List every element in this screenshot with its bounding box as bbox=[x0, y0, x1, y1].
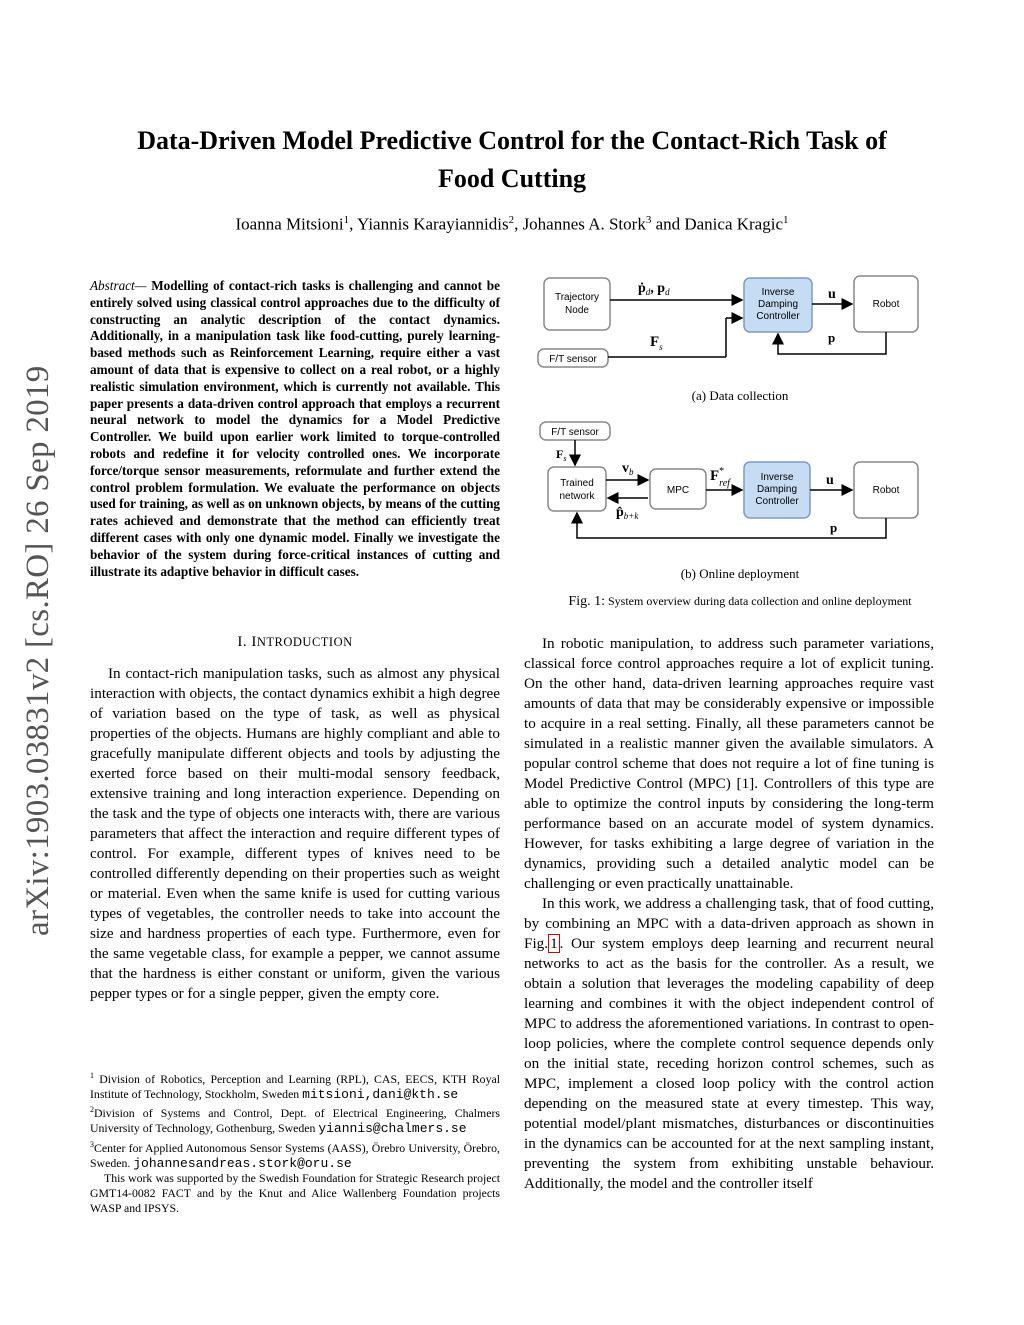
subcaption-tag: (b) bbox=[680, 566, 696, 581]
inverse-damping-label: Inverse bbox=[760, 472, 794, 483]
inverse-damping-label: Controller bbox=[755, 496, 799, 507]
fs-subscript: s bbox=[563, 454, 567, 463]
intro-left-column bbox=[90, 664, 500, 1004]
inverse-damping-label: Controller bbox=[756, 311, 800, 322]
abstract-label: Abstract bbox=[90, 278, 135, 293]
trajectory-node-box bbox=[544, 278, 610, 330]
trajectory-node-label: Node bbox=[565, 305, 589, 316]
phat-symbol bbox=[616, 505, 639, 521]
author-affiliation: 3 bbox=[645, 214, 652, 226]
figure-caption bbox=[530, 594, 950, 610]
footnotes bbox=[90, 1068, 500, 1217]
section-title-rest: NTRODUCTION bbox=[256, 635, 353, 649]
paragraph: In contact-rich manipulation tasks, such as almost any physical interaction with objects, the contact dynamics exhibit a high degree of variation based on the type of task, as well as physical properties of the objects. Humans are highly compliant and able to gracefully manipulate different objects and tools by adjusting the exerted force based on their multi-modal sensory feedback, extensive training and long interaction experience. Depending on the task and the type of objects one interacts with, there are various parameters that affect the interaction and require different types of control. For example, different types of knives need to be controlled differently depending on their properties such as weight or material. Even when the same knife is used for cutting various types of vegetables, the controller needs to take into account the size and hardness properties of each type. Furthermore, even for the same vegetable class, for example a pepper, we cannot assume that the hardness is either constant or uniform, given the various pepper types or for a single pepper, given the empty core. bbox=[90, 665, 500, 1002]
section-first-letter: I bbox=[251, 634, 257, 650]
paragraph-text: In this work, we address a challenging task, that of food cutting, by combining an MPC with a data-driven approach as shown in Fig. bbox=[524, 895, 934, 952]
p-symbol: p bbox=[830, 520, 838, 535]
vb-symbol bbox=[622, 461, 634, 477]
fref-superscript: * bbox=[719, 466, 725, 477]
robot-label: Robot bbox=[872, 485, 900, 496]
abstract-text: Modelling of contact-rich tasks is challenging and cannot be entirely solved using classical control approaches due to the difficulty of constructing an analytic description of the contact dynamics. Additionally, in a manipulation task like food-cutting, purely learning-based methods such as Reinforcement Learning, require either a vast amount of data that is expensive to collect on a real robot, or a highly realistic simulation environment, which is currently not available. This paper presents a data-driven control approach that employs a recurrent neural network to model the dynamics for a Model Predictive Controller. We build upon earlier work limited to torque-controlled robots and redefine it for velocity controlled ones. We incorporate force/torque sensor measurements, reformulate and further extend the control problem formulation. We evaluate the performance on objects used for training, as well as on unknown objects, by means of the cutting rates achieved and demonstrate that the method can efficiently treat different cases with only one dynamic model. Finally we investigate the behavior of the system during force-critical instances of cutting and illustrate its adaptive behavior in difficult cases. bbox=[90, 278, 500, 579]
fref-label: F bbox=[710, 468, 720, 484]
footnote-2 bbox=[90, 1102, 500, 1136]
trained-network-box bbox=[548, 467, 606, 511]
pd-label: ṗ bbox=[638, 281, 646, 296]
phat-subscript: b+k bbox=[623, 511, 639, 521]
fs-label: F bbox=[556, 447, 564, 461]
author-affiliation: 2 bbox=[508, 214, 515, 226]
mpc-label: MPC bbox=[666, 485, 690, 496]
fs-label: F bbox=[650, 334, 660, 350]
title-line-2: Food Cutting bbox=[437, 164, 587, 193]
inverse-damping-label: Damping bbox=[756, 484, 798, 495]
figure-1 bbox=[530, 262, 950, 622]
section-heading bbox=[90, 634, 500, 651]
author-name: Johannes A. Stork bbox=[522, 214, 646, 234]
footnote-mark: 1 bbox=[90, 1071, 94, 1080]
pd-subscript: d bbox=[645, 287, 651, 297]
intro-right-column bbox=[524, 634, 934, 1194]
system-overview-diagram bbox=[530, 262, 950, 594]
footnote-email: yiannis@chalmers.se bbox=[318, 1121, 467, 1137]
author-separator: and bbox=[651, 214, 685, 234]
paragraph: In robotic manipulation, to address such parameter variations, classical force control approaches require a lot of explicit tuning. On the other hand, data-driven learning approaches require vast amounts of data that may be considerably expensive or impossible to acquire in a real setting. Finally, all these parameters cannot be simulated in a realistic manner given the available simulators. A popular control scheme that does not require a lot of fine tuning is Model Predictive Control (MPC) [1]. Controllers of this type are able to optimize the control inputs by considering the long-term performance based on an accurate model of system dynamics. However, for tasks exhibiting a large degree of variation in the dynamics, providing such a detailed analytic model can be challenging or even practically unattainable. bbox=[524, 635, 934, 892]
pd-separator: , p bbox=[650, 281, 666, 296]
author-affiliation: 1 bbox=[343, 214, 350, 226]
fref-subscript: ref bbox=[719, 478, 730, 489]
title-line-1: Data-Driven Model Predictive Control for the Contact-Rich Task of bbox=[137, 126, 887, 155]
trained-network-label: network bbox=[559, 491, 595, 502]
author-name: Yiannis Karayiannidis bbox=[357, 214, 509, 234]
section-numeral: I. bbox=[237, 634, 252, 650]
subcaption-text: Data collection bbox=[706, 388, 789, 403]
arxiv-stamp: arXiv:1903.03831v2 [cs.RO] 26 Sep 2019 bbox=[20, 365, 56, 936]
footnote-1 bbox=[90, 1068, 500, 1102]
abstract bbox=[90, 278, 500, 580]
subcaption-a bbox=[530, 388, 950, 404]
paragraph bbox=[524, 894, 934, 1194]
vb-label: v bbox=[622, 461, 629, 476]
author-name: Danica Kragic bbox=[684, 214, 783, 234]
phat-label: p̂ bbox=[616, 505, 624, 520]
author-affiliation: 1 bbox=[783, 214, 789, 226]
robot-label: Robot bbox=[872, 299, 900, 310]
author-list bbox=[100, 214, 924, 235]
ft-sensor-label: F/T sensor bbox=[551, 427, 599, 438]
paragraph-text: . Our system employs deep learning and recurrent neural networks to act as the basis for the controller. As a result, we obtain a solution that leverages the modeling capability of deep learning and combines it with the object independent control of MPC to address the aforementioned variations. In contrast to open-loop policies, where the complete control sequence depends only on the initial state, receding horizon control schemes, such as MPC, implement a closed loop policy with the control action depending on the measured state at every timestep. This way, potential model/plant mismatches, disturbances or discontinuities in the dynamics can be accounted for at the next sampling instant, preventing the system from exhibiting unstable behaviour. Additionally, the model and the controller itself bbox=[524, 935, 934, 1192]
inverse-damping-label: Inverse bbox=[761, 287, 795, 298]
pd-symbol bbox=[638, 281, 670, 297]
subcaption-text: Online deployment bbox=[695, 566, 800, 581]
subcaption-b bbox=[530, 566, 950, 582]
author-name: Ioanna Mitsioni bbox=[235, 214, 344, 234]
abstract-dash: — bbox=[134, 278, 147, 293]
fref-symbol bbox=[710, 466, 731, 489]
subcaption-tag: (a) bbox=[691, 388, 707, 403]
author-separator: , bbox=[514, 214, 523, 234]
u-symbol: u bbox=[826, 473, 834, 488]
fs-symbol bbox=[650, 334, 663, 352]
paper-title bbox=[100, 122, 924, 198]
trained-network-label: Trained bbox=[560, 478, 594, 489]
pd-subscript: d bbox=[665, 287, 670, 297]
inverse-damping-label: Damping bbox=[757, 299, 799, 310]
footnote-email: johannesandreas.stork@oru.se bbox=[133, 1155, 352, 1171]
figure-caption-text: System overview during data collection and online deployment bbox=[604, 594, 912, 608]
vb-subscript: b bbox=[629, 467, 634, 477]
footnote-mark: 2 bbox=[90, 1105, 94, 1115]
footnote-text: Division of Systems and Control, Dept. of Electrical Engineering, Chalmers University of Technology, Gothenburg, Sweden bbox=[90, 1106, 500, 1136]
footnote-mark: 3 bbox=[90, 1139, 94, 1149]
footnote-text: Center for Applied Autonomous Sensor Systems (AASS), Örebro University, Örebro, Sweden. bbox=[90, 1140, 500, 1170]
figure-reference-link[interactable]: 1 bbox=[550, 935, 558, 952]
fs-subscript: s bbox=[659, 342, 663, 352]
figure-caption-label: Fig. 1: bbox=[568, 594, 605, 609]
fs-symbol bbox=[556, 447, 566, 463]
funding-note: This work was supported by the Swedish Foundation for Strategic Research project GMT14-0082 FACT and by the Knut and Alice Wallenberg Foundation projects WASP and IPSYS. bbox=[90, 1170, 500, 1216]
ft-sensor-label: F/T sensor bbox=[549, 354, 597, 365]
footnote-text: Division of Robotics, Perception and Learning (RPL), CAS, EECS, KTH Royal Institute of Technology, Stockholm, Sweden bbox=[90, 1071, 500, 1102]
footnote-3 bbox=[90, 1137, 500, 1171]
u-symbol: u bbox=[828, 287, 836, 302]
trajectory-node-label: Trajectory bbox=[554, 292, 600, 303]
author-separator: , bbox=[349, 214, 357, 234]
p-symbol: p bbox=[828, 330, 836, 345]
footnote-email: mitsioni,dani@kth.se bbox=[302, 1087, 459, 1103]
